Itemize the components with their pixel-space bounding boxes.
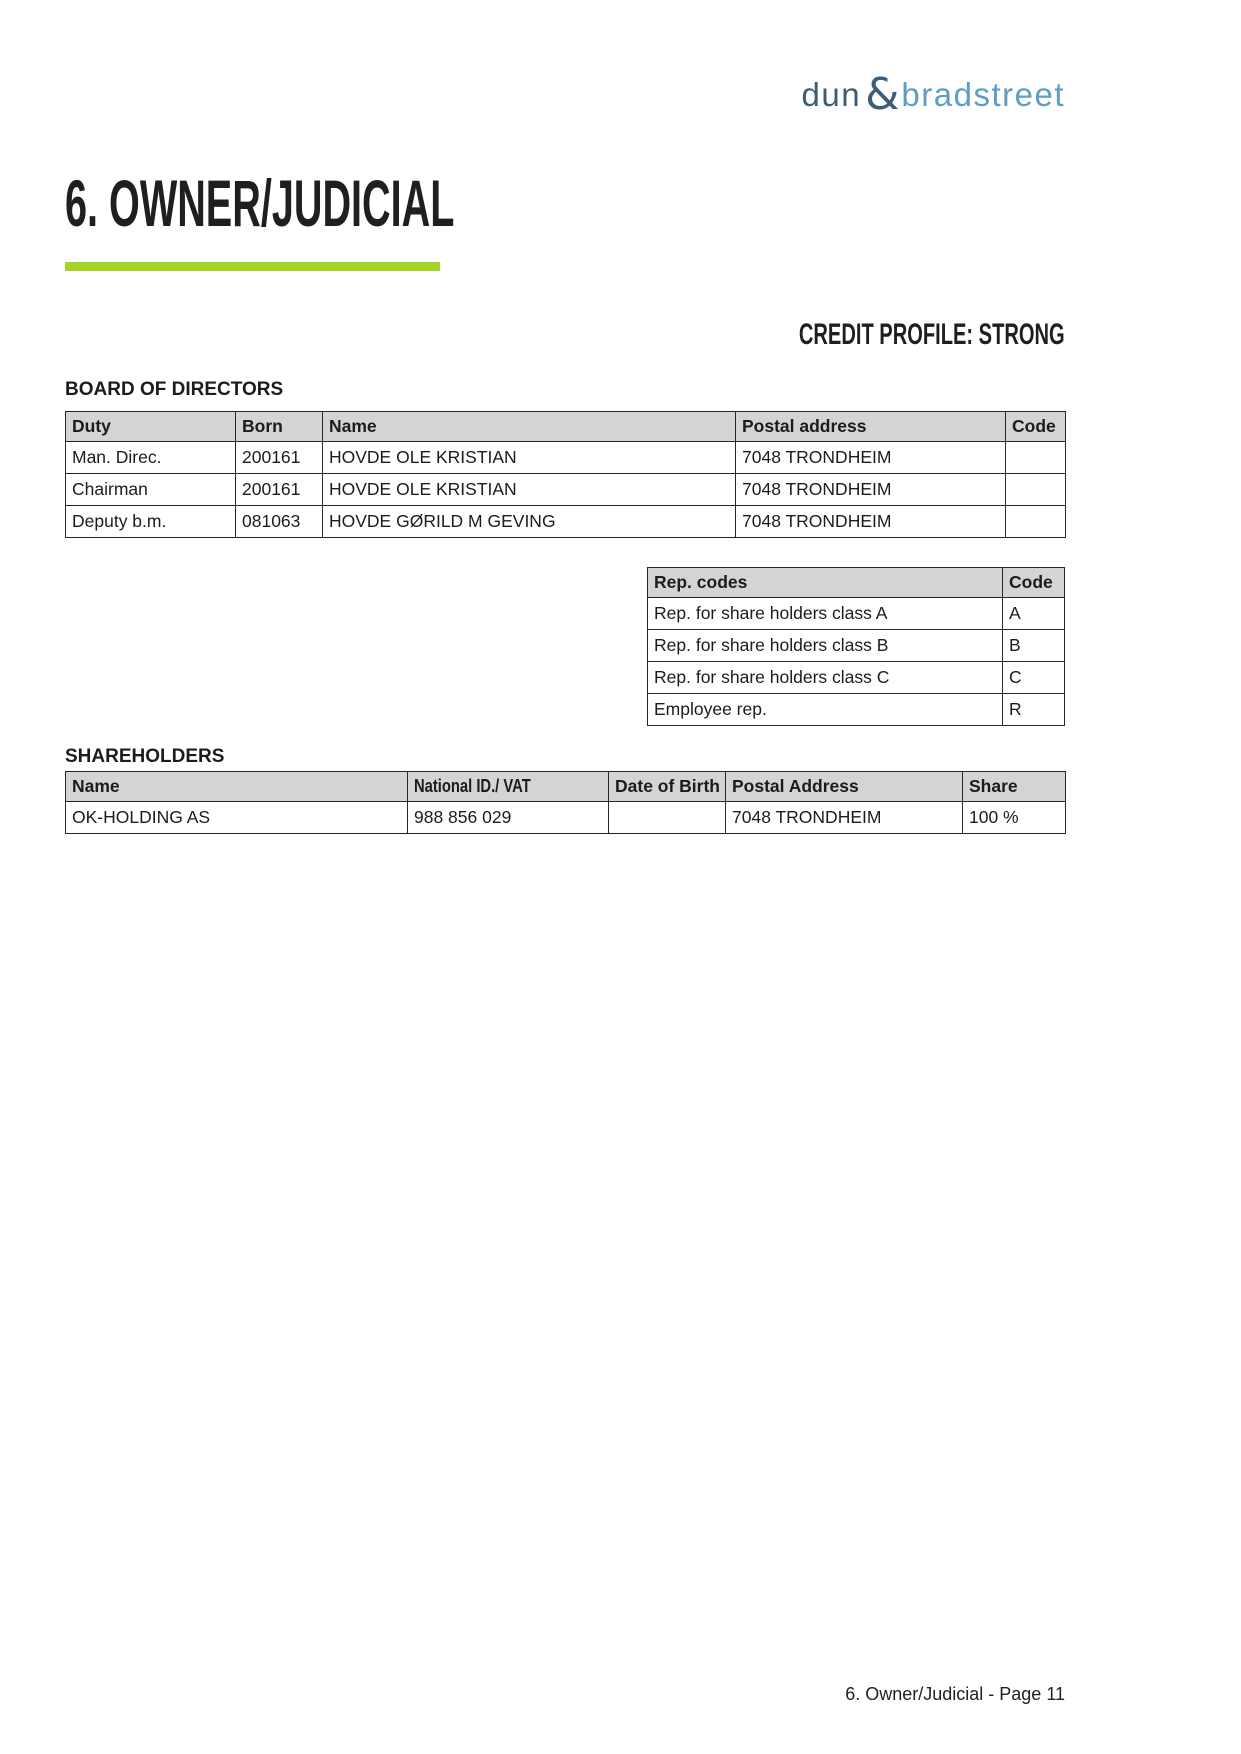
column-header — [1003, 568, 1065, 598]
table-cell — [1006, 506, 1066, 538]
board-of-directors-label: BOARD OF DIRECTORS — [65, 379, 284, 400]
table-cell: A — [1003, 598, 1065, 630]
table-cell: 7048 TRONDHEIM — [736, 474, 1006, 506]
column-header — [609, 772, 726, 802]
table-cell: B — [1003, 630, 1065, 662]
header-row — [66, 412, 1066, 442]
table-cell: 988 856 029 — [408, 802, 609, 834]
table-cell: R — [1003, 694, 1065, 726]
table-row — [648, 662, 1065, 694]
table-row — [66, 802, 1066, 834]
rep-codes-table — [647, 567, 1065, 726]
table-cell: Rep. for share holders class A — [648, 598, 1003, 630]
column-header — [236, 412, 323, 442]
table-cell: Man. Direc. — [66, 442, 236, 474]
dun-bradstreet-logo — [801, 66, 1065, 120]
table-cell: 200161 — [236, 442, 323, 474]
table-cell: HOVDE GØRILD M GEVING — [323, 506, 736, 538]
table-row — [648, 694, 1065, 726]
table-row — [648, 630, 1065, 662]
page-title-text: 6. OWNER/JUDICIAL — [65, 166, 455, 240]
table-cell: 200161 — [236, 474, 323, 506]
column-header-label: Rep. codes — [654, 572, 748, 592]
logo-word-bradstreet: bradstreet — [901, 76, 1065, 113]
header-row — [66, 772, 1066, 802]
column-header — [66, 772, 408, 802]
table-cell: Rep. for share holders class B — [648, 630, 1003, 662]
shareholders-label: SHAREHOLDERS — [65, 746, 225, 767]
table-cell: Employee rep. — [648, 694, 1003, 726]
column-header-label: Code — [1012, 416, 1056, 436]
table-cell: HOVDE OLE KRISTIAN — [323, 442, 736, 474]
column-header-label: Name — [329, 416, 377, 436]
table-cell — [1006, 474, 1066, 506]
column-header-label: Name — [72, 776, 120, 796]
column-header — [408, 772, 609, 802]
column-header-label: Code — [1009, 572, 1053, 592]
shareholders-table — [65, 771, 1066, 834]
table-cell: 7048 TRONDHEIM — [726, 802, 963, 834]
column-header-label: Date of Birth — [615, 776, 720, 796]
table-cell: Deputy b.m. — [66, 506, 236, 538]
title-accent-bar — [65, 262, 440, 271]
table-cell — [1006, 442, 1066, 474]
logo-word-dun: dun — [801, 76, 862, 113]
board-of-directors-table — [65, 411, 1066, 538]
column-header — [648, 568, 1003, 598]
column-header — [66, 412, 236, 442]
table-cell: 100 % — [963, 802, 1066, 834]
table-cell: C — [1003, 662, 1065, 694]
table-row — [648, 598, 1065, 630]
column-header-label: Postal address — [742, 416, 867, 436]
table-cell: OK-HOLDING AS — [66, 802, 408, 834]
header-row — [648, 568, 1065, 598]
table-cell: 7048 TRONDHEIM — [736, 506, 1006, 538]
credit-profile-line — [668, 320, 1065, 350]
table-cell: HOVDE OLE KRISTIAN — [323, 474, 736, 506]
column-header-label: Share — [969, 776, 1018, 796]
logo-ampersand-icon: & — [865, 69, 900, 120]
table-row — [66, 474, 1066, 506]
column-header — [323, 412, 736, 442]
credit-profile-text: CREDIT PROFILE: STRONG — [799, 318, 1065, 351]
page-footer: 6. Owner/Judicial - Page 11 — [845, 1684, 1065, 1704]
column-header-label: Duty — [72, 416, 111, 436]
page-title — [65, 166, 714, 240]
column-header-label: Born — [242, 416, 283, 436]
table-row — [66, 506, 1066, 538]
column-header-label: National ID./ VAT — [414, 776, 531, 796]
column-header — [736, 412, 1006, 442]
table-cell — [609, 802, 726, 834]
page-content — [65, 0, 1065, 1754]
column-header — [963, 772, 1066, 802]
table-cell: 7048 TRONDHEIM — [736, 442, 1006, 474]
column-header-label: Postal Address — [732, 776, 859, 796]
column-header — [726, 772, 963, 802]
column-header — [1006, 412, 1066, 442]
table-cell: Chairman — [66, 474, 236, 506]
table-row — [66, 442, 1066, 474]
table-cell: 081063 — [236, 506, 323, 538]
table-cell: Rep. for share holders class C — [648, 662, 1003, 694]
